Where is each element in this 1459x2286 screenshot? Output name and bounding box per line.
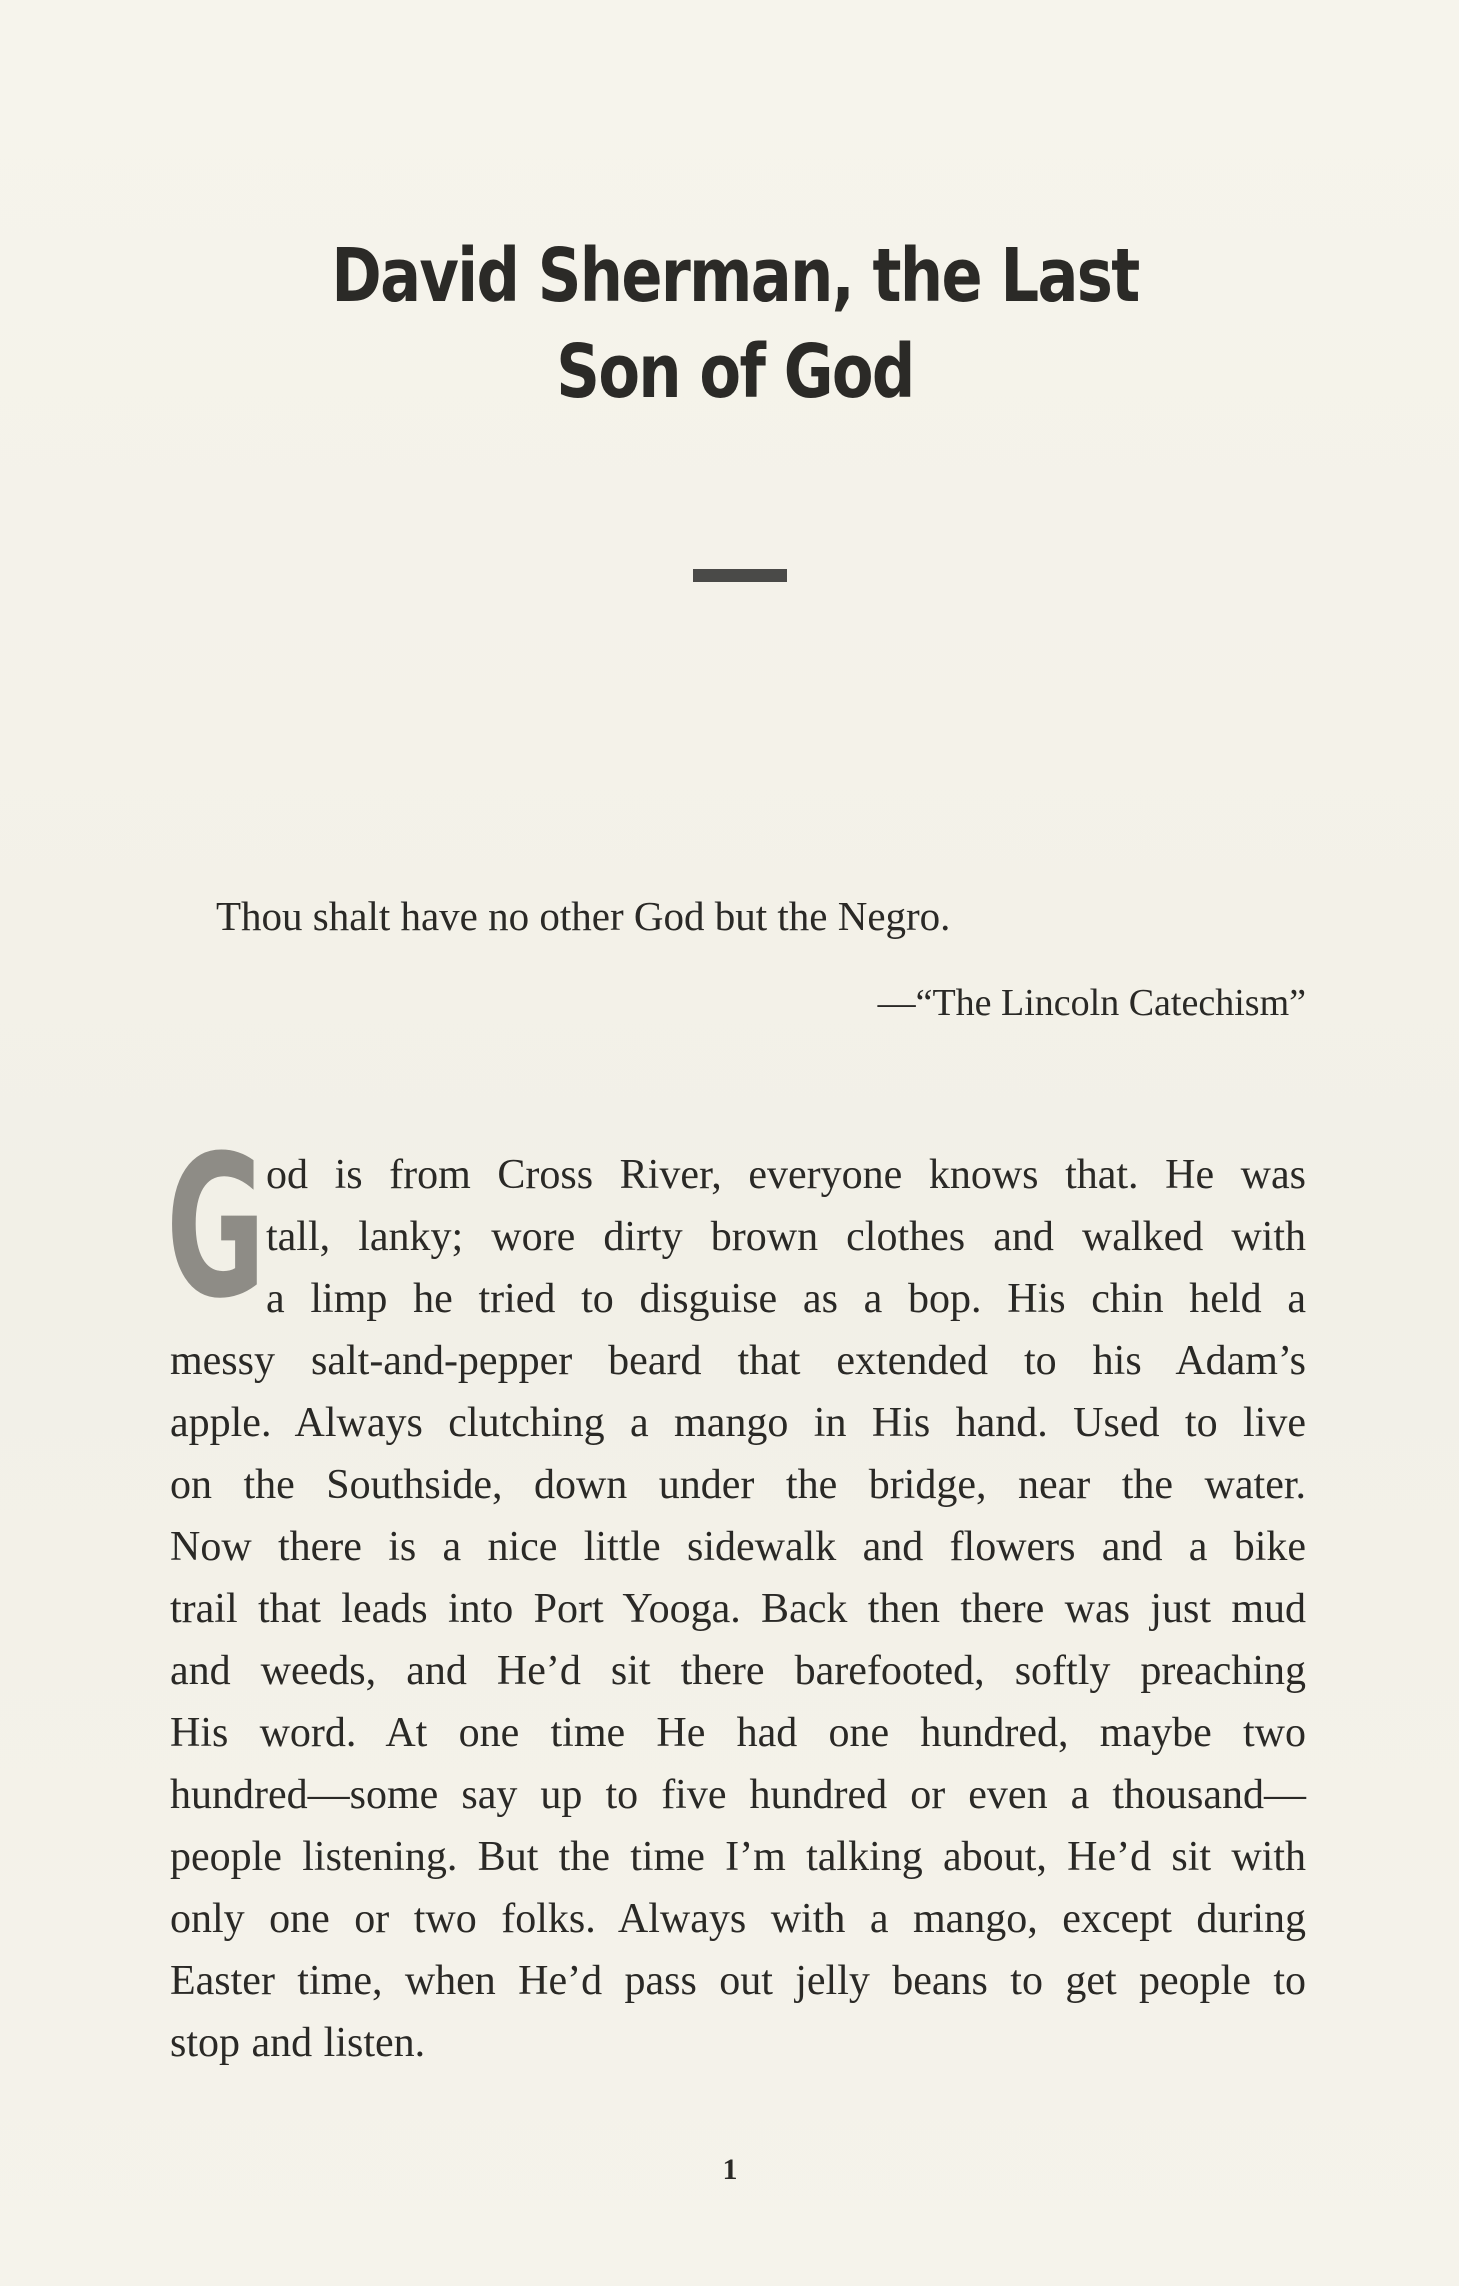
- body-line: od is from Cross River, everyone knows that. He was: [266, 1152, 1306, 1198]
- drop-cap: G: [166, 1114, 266, 1342]
- title-rule: [693, 569, 787, 582]
- body-line: apple. Always clutching a mango in His hand. Used to live: [170, 1400, 1306, 1446]
- body-line: Now there is a nice little sidewalk and flowers and a bike: [170, 1524, 1306, 1570]
- epigraph-source: —“The Lincoln Catechism”: [877, 982, 1306, 1024]
- body-line: and weeds, and He’d sit there barefooted, softly preaching: [170, 1648, 1306, 1694]
- body-line: Easter time, when He’d pass out jelly beans to get people to: [170, 1958, 1306, 2004]
- chapter-title: [296, 228, 1173, 420]
- body-line: His word. At one time He had one hundred, maybe two: [170, 1710, 1306, 1756]
- body-line: a limp he tried to disguise as a bop. His chin held a: [266, 1276, 1306, 1322]
- epigraph-quote: Thou shalt have no other God but the Negro.: [216, 893, 951, 939]
- body-line: only one or two folks. Always with a mango, except during: [170, 1896, 1306, 1942]
- chapter-title-line-2: Son of God: [556, 329, 914, 415]
- body-line: people listening. But the time I’m talking about, He’d sit with: [170, 1834, 1306, 1880]
- page-number: 1: [722, 2153, 738, 2186]
- body-line: trail that leads into Port Yooga. Back then there was just mud: [170, 1586, 1306, 1632]
- body-line: hundred—some say up to five hundred or even a thousand—: [170, 1772, 1306, 1818]
- body-line: tall, lanky; wore dirty brown clothes and walked with: [266, 1214, 1306, 1260]
- body-line: on the Southside, down under the bridge, near the water.: [170, 1462, 1306, 1508]
- body-line: messy salt-and-pepper beard that extended to his Adam’s: [170, 1338, 1306, 1384]
- chapter-title-line-1: David Sherman, the Last: [331, 233, 1139, 319]
- body-line: stop and listen.: [170, 2020, 426, 2066]
- body-paragraph: [170, 1144, 1306, 2074]
